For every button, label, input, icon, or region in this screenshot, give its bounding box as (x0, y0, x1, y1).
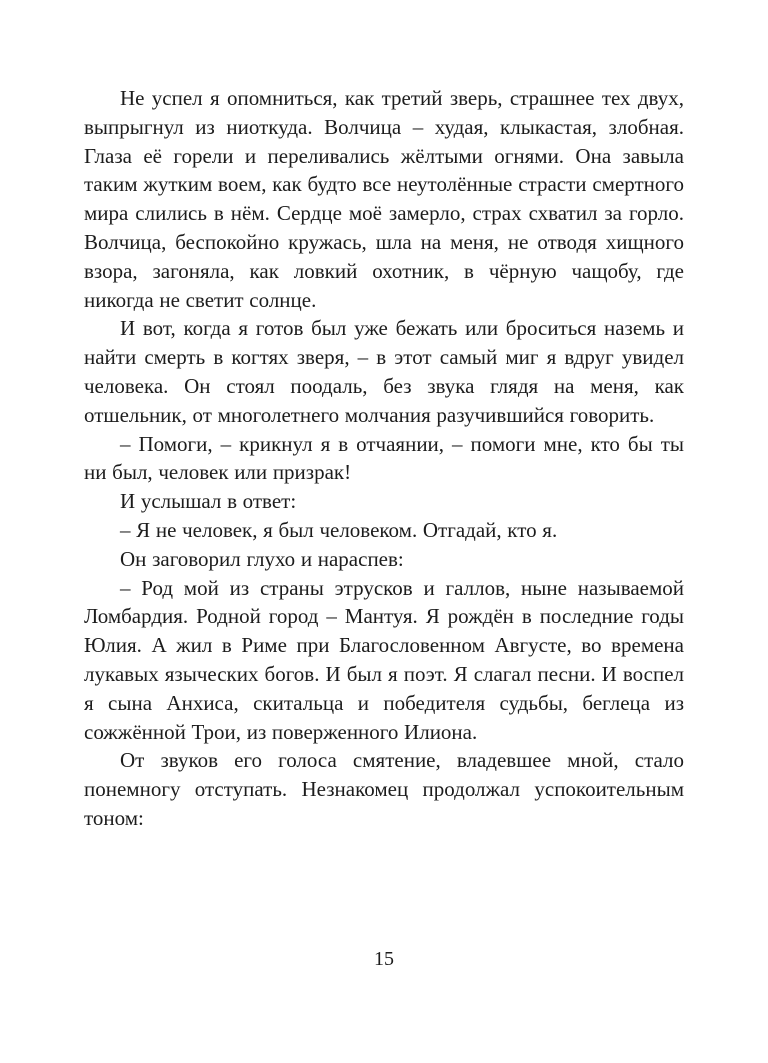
paragraph: Он заговорил глухо и нараспев: (120, 546, 404, 571)
paragraph: – Род мой из страны этрусков и галлов, ныне называемой Ломбардия. Родной город – Мантуя. Я рождён в последние годы Юлия. А жил в Риме при Благословенном Августе, во времена лукавых языческих богов. И был я поэт. Я слагал песни. И воспел я сына Анхиса, скитальца и победителя судьбы, беглеца из сожжённой Трои, из поверженного Илиона. (84, 575, 684, 744)
paragraph: – Я не человек, я был человеком. Отгадай, кто я. (120, 517, 558, 542)
paragraph: И услышал в ответ: (120, 489, 297, 514)
paragraph: Не успел я опомниться, как третий зверь, страшнее тех двух, выпрыгнул из ниоткуда. Волчица – худая, клыкастая, злобная. Глаза её горели и переливались жёлтыми огнями. Она завыла таким жутким воем, как будто все неутолённые страсти смертного мира слились в нём. Сердце моё замерло, страх схватил за горло. Волчица, беспокойно кружась, шла на меня, не отводя хищного взора, загоняла, как ловкий охотник, в чёрную чащобу, где никогда не светит солнце. (84, 86, 684, 312)
paragraph: От звуков его голоса смятение, владевшее мной, стало понемногу отступать. Незнакомец продолжал успокоительным тоном: (84, 748, 684, 830)
text-block (84, 84, 684, 833)
paragraph: – Помоги, – крикнул я в отчаянии, – помоги мне, кто бы ты ни был, человек или призрак! (84, 431, 684, 485)
page-number: 15 (374, 948, 394, 970)
paragraph: И вот, когда я готов был уже бежать или броситься наземь и найти смерть в когтях зверя, – в этот самый миг я вдруг увидел человека. Он стоял поодаль, без звука глядя на меня, как отшельник, от многолетнего молчания разучившийся говорить. (84, 316, 684, 427)
